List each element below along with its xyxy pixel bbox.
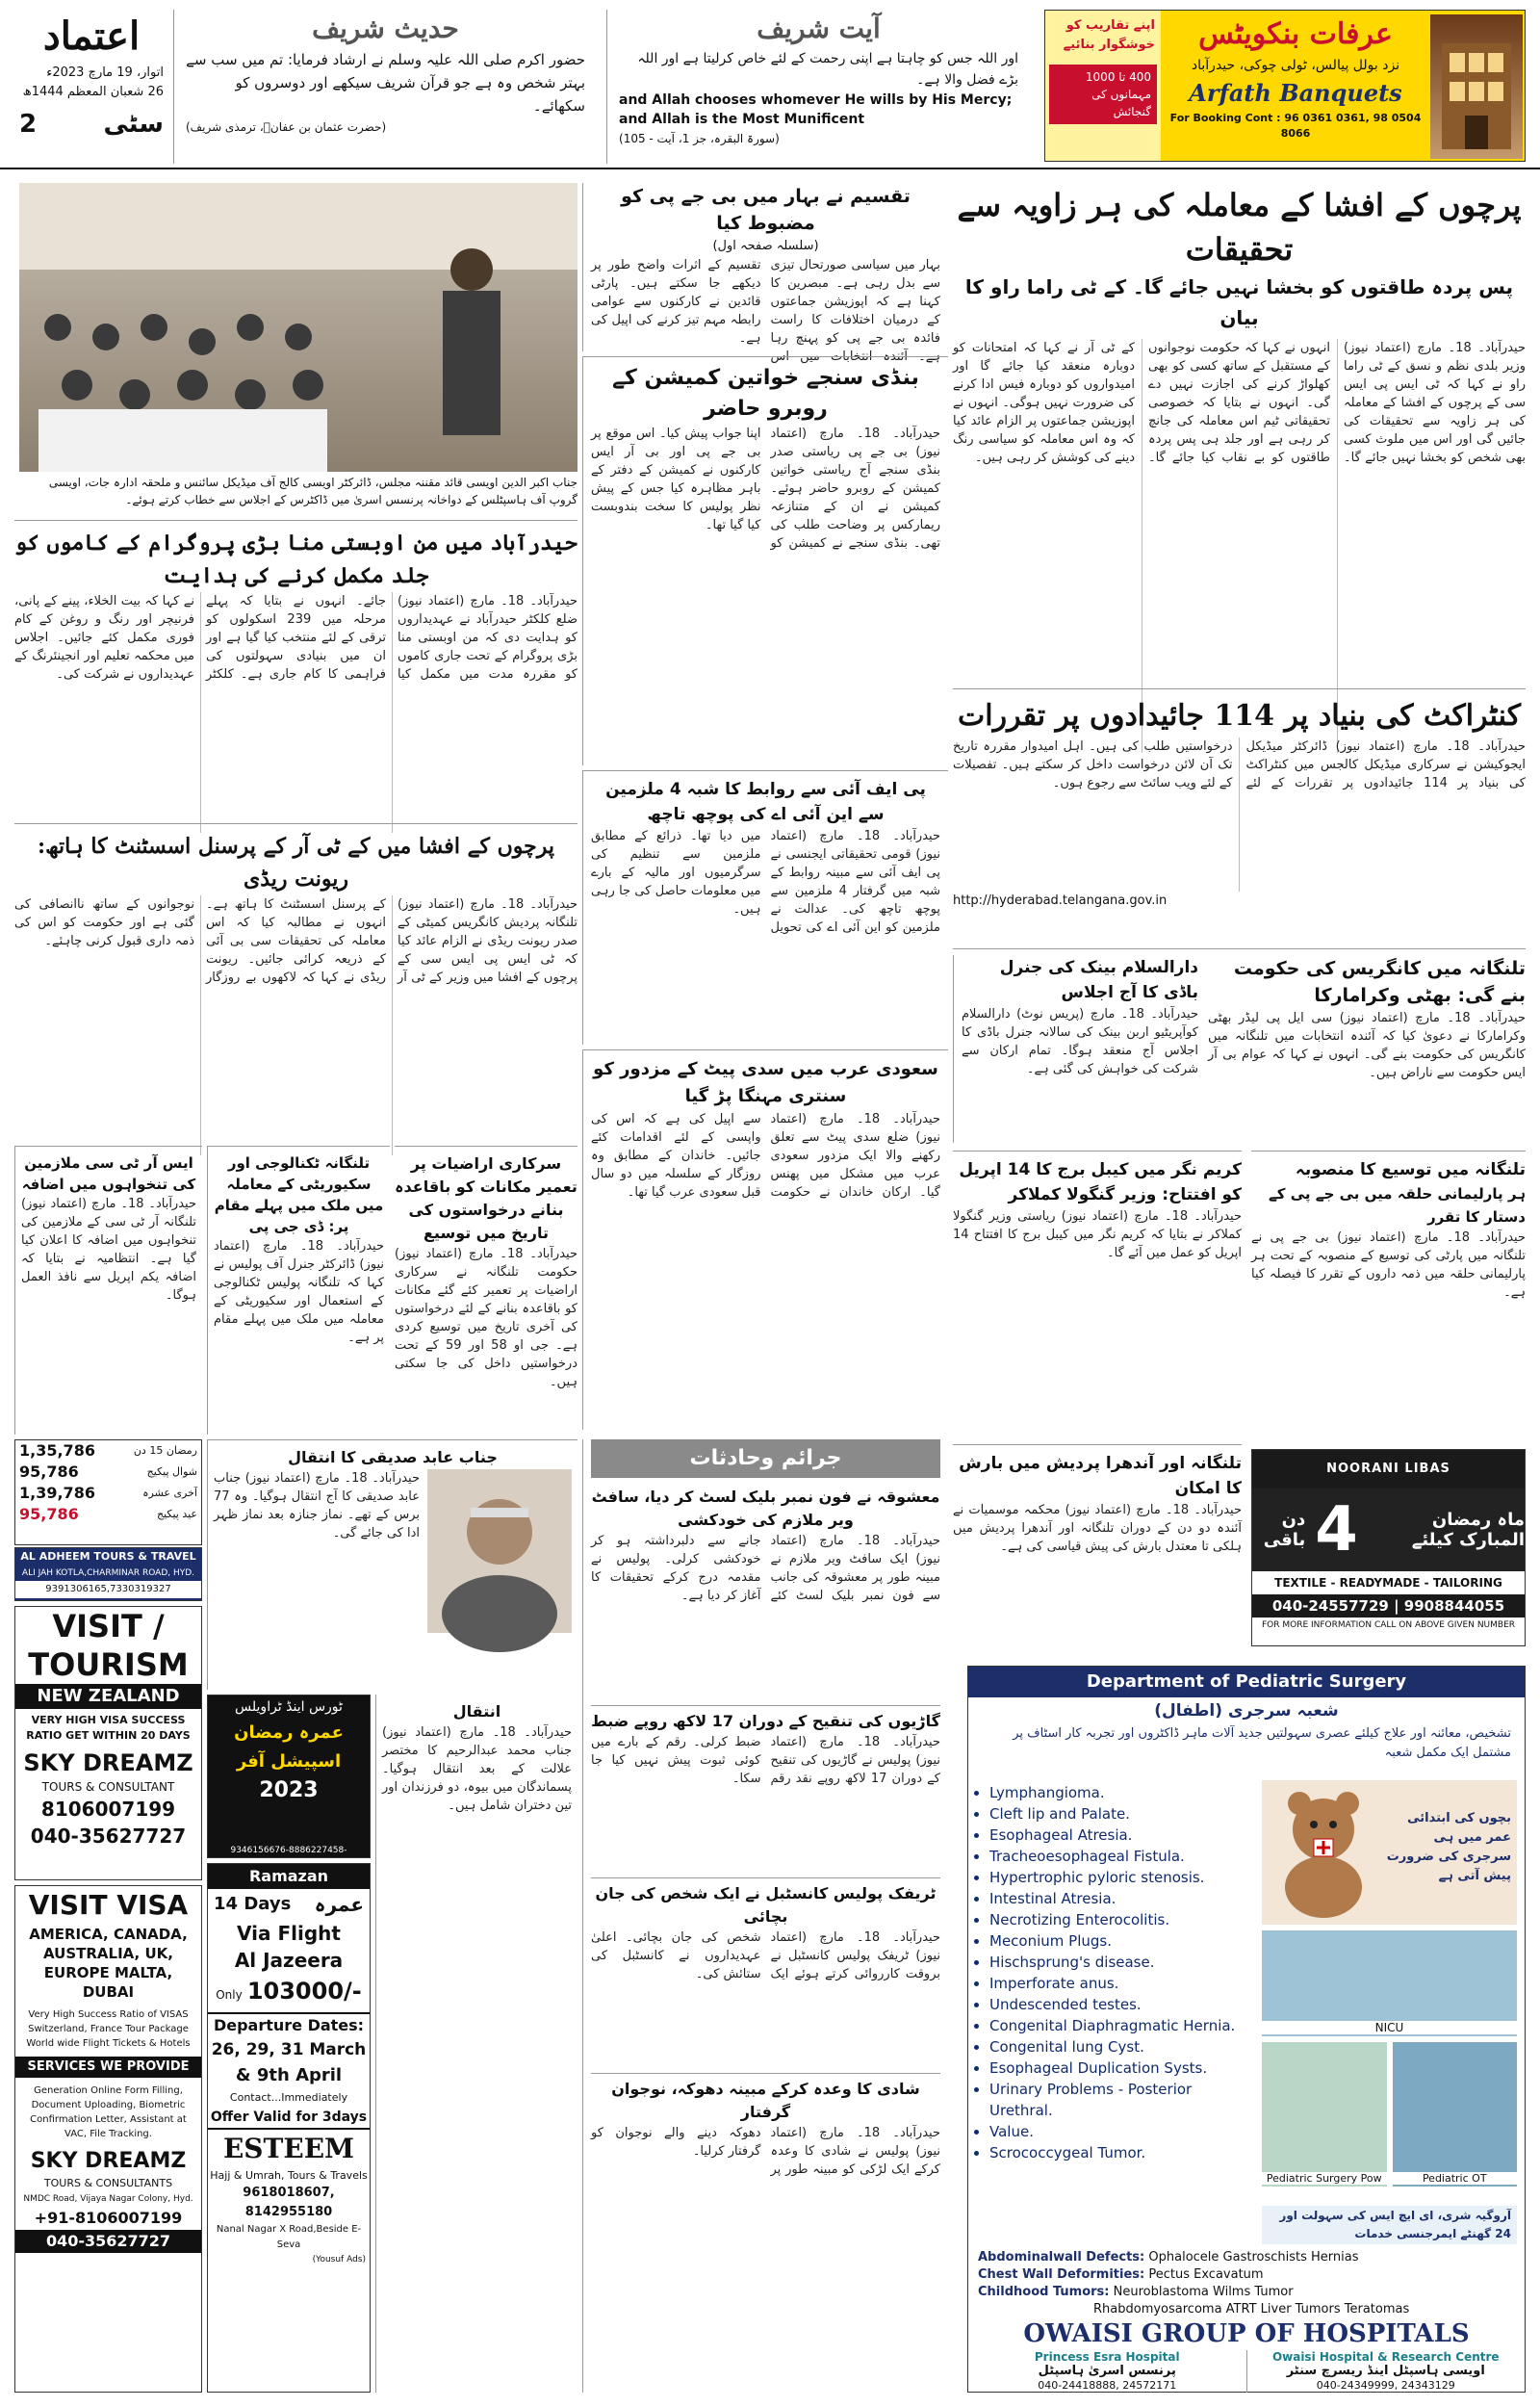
story-main-headline: پرچوں کے افشا کے معاملہ کی ہر زاویہ سے تحقیقات bbox=[957, 187, 1522, 268]
noorani-text1: ماہ رمضان المبارک کیلئے bbox=[1411, 1510, 1525, 1550]
nz-l6: TOURS & CONSULTANT bbox=[41, 1780, 175, 1794]
esteem-airline: Al Jazeera bbox=[234, 1949, 344, 1972]
rate-row-4 bbox=[15, 1504, 201, 1525]
branch-1-urdu: پرنسس اسریٰ ہاسپٹل bbox=[1038, 2364, 1176, 2378]
masthead bbox=[0, 0, 1540, 169]
visa-phone2: 040-35627727 bbox=[15, 2230, 201, 2253]
condition-item: • Cleft lip and Palate. bbox=[989, 1803, 1257, 1825]
ot-caption: Pediatric OT bbox=[1393, 2172, 1518, 2185]
crime-section-title: جرائم وحادثات bbox=[591, 1439, 940, 1478]
obituary-2 bbox=[375, 1695, 578, 2393]
rate-3-value: 1,39,786 bbox=[19, 1484, 95, 1502]
ad-esteem bbox=[207, 1863, 371, 2393]
condition-item: • Intestinal Atresia. bbox=[989, 1888, 1257, 1909]
child-list-2: Rhabdomyosarcoma ATRT Liver Tumors Teratomas bbox=[1093, 2302, 1410, 2316]
condition-item: • Value. bbox=[989, 2121, 1257, 2142]
umrah-year: 2023 bbox=[259, 1778, 319, 1802]
esteem-ramazan: Ramazan bbox=[208, 1864, 370, 1889]
esteem-via: Via Flight bbox=[237, 1922, 341, 1945]
hospital-conditions bbox=[968, 1782, 1257, 2206]
nz-l4: VERY HIGH VISA SUCCESS RATIO GET WITHIN 20 DAYS bbox=[26, 1714, 191, 1742]
hospital-branch-1 bbox=[968, 2350, 1247, 2393]
crime-s4-body: حیدرآباد۔ 18۔ مارچ (اعتماد نیوز) پولیس نے شادی کا وعدہ کرکے ایک لڑکی کو مبینہ طور پر دھوکہ دینے والے نوجوان کو گرفتار کرلیا۔ bbox=[591, 2126, 940, 2177]
obituary bbox=[207, 1439, 578, 1690]
rate-row-3 bbox=[15, 1483, 201, 1504]
masthead-logo-block bbox=[19, 10, 164, 164]
ad-hospital bbox=[967, 1666, 1526, 2393]
crime-s3-body: حیدرآباد۔ 18۔ مارچ (اعتماد نیوز) ٹریفک پولیس کانسٹبل نے بروقت کارروائی کرتے ہوئے ایک شخص کی جان بچائی۔ اعلیٰ عہدیداروں نے کانسٹبل کی ستائش کی۔ bbox=[591, 1930, 940, 1981]
teddy-bear-photo bbox=[1262, 1780, 1517, 1925]
crime-s3-headline: ٹریفک پولیس کانسٹبل نے ایک شخص کی جان بچائی bbox=[591, 1877, 940, 1928]
noorani-note: FOR MORE INFORMATION CALL ON ABOVE GIVEN NUMBER bbox=[1261, 1620, 1516, 1630]
story-telangana-body: حیدرآباد۔ 18۔ مارچ (اعتماد نیوز) بی جے پی نے تلنگانہ میں پارٹی کی توسیع کے منصوبہ کے تحت ہر پارلیمانی حلقہ میں ذمہ داروں کے تقرر کا فیصلہ کیا ہے۔ bbox=[1251, 1230, 1526, 1300]
story-women bbox=[582, 356, 948, 765]
story-telangana-headline: تلنگانہ میں توسیع کا منصوبہ bbox=[1295, 1160, 1526, 1179]
hospital-group-name: OWAISI GROUP OF HOSPITALS bbox=[1023, 2319, 1470, 2348]
obit-photo bbox=[427, 1469, 572, 1633]
story-cricket bbox=[953, 1151, 1242, 1439]
story-rtc-headline: ایس آر ٹی سی ملازمین کی تنخواہوں میں اضافہ bbox=[21, 1154, 196, 1193]
story-saudi bbox=[582, 1049, 948, 1430]
date-line-1: اتوار، 19 مارچ 2023ء bbox=[46, 65, 164, 80]
esteem-days: 14 Days bbox=[214, 1894, 292, 1914]
nz-l3: NEW ZEALAND bbox=[15, 1684, 201, 1709]
story-bihar-body: بہار میں سیاسی صورتحال تیزی سے بدل رہی ہے۔ مبصرین کا کہنا ہے کہ اپوزیشن جماعتوں کے درمیان اختلافات کا راست فائدہ بی جے پی کو پہنچ رہا ہے۔ آئندہ انتخابات میں اس تقسیم کے اثرات واضح طور پر دیکھے جا سکتے ہیں۔ پارٹی قائدین نے کارکنوں سے عوامی رابطہ مہم تیز کرنے کی اپیل کی ہے۔ bbox=[591, 258, 940, 364]
story-cricket-headline: کریم نگر میں کیبل برج کا 14 اپریل کو افتتاح: وزیر گنگولا کملاکر bbox=[959, 1160, 1242, 1204]
story-it bbox=[207, 1146, 390, 1435]
crime-s1-body: حیدرآباد۔ 18۔ مارچ (اعتماد نیوز) ایک سافٹ ویر ملازم نے مبینہ طور پر معشوقہ کی جانب سے فون نمبر بلیک لسٹ کئے جانے سے دلبرداشتہ ہو کر خودکشی کرلی۔ پولیس نے مقدمہ درج کرکے تحقیقات کا آغاز کر دیا ہے۔ bbox=[591, 1534, 940, 1603]
rate-1-value: 1,35,786 bbox=[19, 1441, 95, 1460]
rate-1-label: رمضان 15 دن bbox=[133, 1444, 197, 1457]
abd-list: Ophalocele Gastroschists Hernias bbox=[1148, 2250, 1359, 2265]
story-rtc-body: حیدرآباد۔ 18۔ مارچ (اعتماد نیوز) تلنگانہ آر ٹی سی کے ملازمین کی تنخواہوں میں اضافہ کا اعلان کیا گیا ہے۔ انتظامیہ نے بتایا کہ اضافہ یکم اپریل سے نافذ العمل ہوگا۔ bbox=[21, 1197, 196, 1303]
story-saudi-headline: سعودی عرب میں سدی پیٹ کے مزدور کو سنتری مہنگا پڑ گیا bbox=[593, 1059, 938, 1106]
story-main-subhead: پس پردہ طاقتوں کو بخشا نہیں جائے گا۔ کے ٹی راما راو کا بیان bbox=[964, 275, 1514, 329]
al-adheem-phone: 9391306165,7330319327 bbox=[15, 1581, 201, 1598]
branch-1-name: Princess Esra Hospital bbox=[1034, 2350, 1180, 2364]
story-bihar-cont: (سلسلہ صفحہ اول) bbox=[712, 239, 819, 253]
date-line-2: 26 شعبان المعظم 1444ھ bbox=[22, 85, 164, 99]
photo-caption: جناب اکبر الدین اویسی قائد مقننہ مجلس، ڈائرکٹر اویسی کالج آف میڈیکل سائنس و ملحقہ ادارہ جات، اویسی گروپ آف ہاسپٹلس کے دواخانہ پرنسس اسریٰ میں ڈاکٹرس کے اجلاس سے خطاب کرتے ہوئے۔ bbox=[48, 476, 578, 506]
hospital-dept-urdu: شعبہ سرجری (اطفال) bbox=[1154, 1701, 1339, 1721]
ad-umrah-offer bbox=[207, 1695, 371, 1858]
nicu-caption: NICU bbox=[1262, 2021, 1517, 2034]
esteem-price: 103000/- bbox=[246, 1978, 362, 2005]
noorani-days-count: 4 bbox=[1315, 1494, 1358, 1566]
health-scheme-text: آروگیہ شری، ای ایچ ایس کی سہولت اور 24 گھنٹے ایمرجنسی خدمات bbox=[1279, 2209, 1511, 2240]
hadith-title: حدیث شریف bbox=[312, 13, 459, 44]
branch-2-phone: 040-24349999, 24343129 bbox=[1316, 2379, 1455, 2392]
story-land-body: حیدرآباد۔ 18۔ مارچ (اعتماد نیوز) حکومت تلنگانہ نے سرکاری اراضیات پر تعمیر کئے گئے مکانات کو باقاعدہ بنانے کے لئے درخواستوں کی آخری تاریخ میں توسیع کردی ہے۔ جی او 58 اور 59 کے تحت درخواستیں داخل کی جا سکتی ہیں۔ bbox=[395, 1247, 578, 1389]
visa-l7: TOURS & CONSULTANTS bbox=[43, 2177, 173, 2189]
teddy-bear-icon bbox=[1266, 1786, 1381, 1921]
hospital-health-scheme bbox=[1262, 2206, 1517, 2244]
story-ktr-pa-body: حیدرآباد۔ 18۔ مارچ (اعتماد نیوز) تلنگانہ پردیش کانگریس کمیٹی کے صدر ریونت ریڈی نے الزام عائد کیا کہ ٹی ایس پی ایس سی کے پرچوں کے افشا میں وزیر کے ٹی آر کے پرسنل اسسٹنٹ کا ہاتھ ہے۔ انہوں نے مطالبہ کیا کہ اس معاملہ کی تحقیقات سی بی آئی کے ذریعہ کرائی جائیں۔ ریونت ریڈی نے کہا کہ لاکھوں بے روزگار نوجوانوں کے ساتھ ناانصافی کی گئی ہے اور حکومت کو اس کی ذمہ داری قبول کرنی چاہئے۔ bbox=[14, 897, 578, 985]
surgery-pow-caption: Pediatric Surgery Pow bbox=[1262, 2172, 1387, 2185]
esteem-valid: Offer Valid for 3days bbox=[210, 2109, 368, 2125]
rate-2-label: شوال پیکیج bbox=[146, 1465, 197, 1478]
nicu-photo bbox=[1262, 1930, 1517, 2036]
story-rtc bbox=[14, 1146, 202, 1435]
esteem-date2: & 9th April bbox=[235, 2065, 343, 2085]
esteem-dep-title: Departure Dates: bbox=[208, 2012, 370, 2037]
crime-section bbox=[582, 1439, 948, 2393]
building-icon bbox=[1430, 14, 1523, 159]
story-school bbox=[14, 520, 578, 818]
hospital-photos bbox=[1262, 1780, 1517, 2204]
visa-address: NMDC Road, Vijaya Nagar Colony, Hyd. bbox=[23, 2194, 193, 2204]
noorani-brand: NOORANI LIBAS bbox=[1326, 1462, 1450, 1476]
surgery-pow-photo bbox=[1262, 2042, 1387, 2187]
story-school-headline: حیدرآباد میں من اوبستی منا بڑی پروگرام کے کاموں کو جلد مکمل کرنے کی ہدایت bbox=[14, 531, 578, 588]
meeting-photo-icon bbox=[19, 183, 578, 472]
hadith-text: حضور اکرم صلی اللہ علیہ وسلم نے ارشاد فرمایا: تم میں سب سے بہتر شخص وہ ہے جو قرآن شریف سیکھے اور دوسروں کو سکھائے۔ bbox=[186, 51, 585, 115]
story-main-body: حیدرآباد۔ 18۔ مارچ (اعتماد نیوز) وزیر بلدی نظم و نسق کے ٹی راما راو نے کہا کہ ٹی ایس پی ایس سی کے پرچوں کے افشا کے معاملہ کی ہر زاویہ سے تحقیقات کی جائیں گی اور اس میں ملوث کسی بھی شخص کو بخشا نہیں جائے گا۔ انہوں نے کہا کہ حکومت نوجوانوں کے مستقبل کے ساتھ کسی کو بھی کھلواڑ کرنے کی اجازت نہیں دے گی۔ انہوں نے بتایا کہ خصوصی تحقیقاتی ٹیم اس معاملہ کی جانچ کر رہی ہے اور جلد ہی پس پردہ طاقتوں کو بے نقاب کیا جائے گا۔ کے ٹی آر نے کہا کہ امتحانات کو دوبارہ منعقد کیا جائے گا اور امیدواروں کو دوبارہ فیس ادا کرنے کی ضرورت نہیں ہوگی۔ انہوں نے اپوزیشن جماعتوں پر الزام عائد کیا کہ وہ اس معاملہ کو سیاسی رنگ دینے کی کوشش کر رہی ہیں۔ bbox=[953, 341, 1526, 465]
condition-item: • Lymphangioma. bbox=[989, 1782, 1257, 1803]
banquet-contact: For Booking Cont : 96 0361 0361, 98 0504 8066 bbox=[1169, 112, 1422, 140]
visa-l6: SKY DREAMZ bbox=[30, 2149, 187, 2173]
esteem-brand: ESTEEM bbox=[208, 2128, 370, 2168]
story-darussalam-body: حیدرآباد۔ 18۔ مارچ (پریس نوٹ) دارالسلام کوآپریٹیو اربن بینک کی سالانہ جنرل باڈی کا اجلاس آج منعقد ہوگا۔ تمام ارکان سے شرکت کی خواہش کی گئی ہے۔ bbox=[962, 1007, 1198, 1076]
story-darussalam bbox=[953, 955, 1198, 1143]
crime-s2-headline: گاڑیوں کی تنقیح کے دوران 17 لاکھ روپے ضبط bbox=[591, 1705, 940, 1733]
story-main bbox=[953, 183, 1526, 684]
ad-noorani-libas bbox=[1251, 1449, 1526, 1646]
noorani-text2: دن باقی bbox=[1263, 1510, 1306, 1550]
story-contract-url: http://hyderabad.telangana.gov.in bbox=[953, 893, 1168, 908]
story-bihar-headline: تقسیم نے بہار میں بی جے پی کو مضبوط کیا bbox=[621, 186, 911, 234]
rate-3-label: آخری عشرہ bbox=[142, 1487, 197, 1499]
rate-4-label: عید پیکیج bbox=[156, 1508, 197, 1520]
hospital-kids-text: بچوں کی ابتدائی عمر میں ہی سرجری کی ضرورت پیش آتی ہے bbox=[1386, 1811, 1511, 1883]
esteem-only: Only bbox=[216, 1988, 243, 2002]
nz-l5: SKY DREAMZ bbox=[23, 1749, 193, 1776]
story-rain bbox=[953, 1444, 1242, 1637]
ayat-urdu: اور اللہ جس کو چاہتا ہے اپنی رحمت کے لئے خاص کرلیتا ہے اور اللہ بڑے فضل والا ہے۔ bbox=[637, 51, 1018, 88]
obit-body: حیدرآباد۔ 18۔ مارچ (اعتماد نیوز) جناب عابد صدیقی کا آج انتقال ہوگیا۔ وہ 77 برس کے تھے۔ نماز جنازہ بعد نماز ظہر ادا کی جائے گی۔ bbox=[214, 1471, 420, 1540]
rate-row-1 bbox=[15, 1440, 201, 1462]
page-number: 2 bbox=[19, 110, 38, 139]
chest-list: Pectus Excavatum bbox=[1148, 2267, 1264, 2282]
story-it-body: حیدرآباد۔ 18۔ مارچ (اعتماد نیوز) ڈائرکٹر جنرل آف پولیس نے کہا کہ تلنگانہ پولیس ٹکنالوجی کے استعمال اور سکیوریٹی کے معاملہ میں ملک میں پہلے مقام پر ہے۔ bbox=[214, 1239, 385, 1345]
abd-label: Abdominalwall Defects: bbox=[978, 2250, 1145, 2265]
story-women-headline: بنڈی سنجے خواتین کمیشن کے روبرو حاضر bbox=[612, 366, 919, 421]
ad-tours-rates bbox=[14, 1439, 202, 1545]
hadith-box bbox=[173, 10, 597, 164]
portrait-icon bbox=[427, 1469, 572, 1633]
rate-2-value: 95,786 bbox=[19, 1462, 79, 1481]
branch-2-urdu: اویسی ہاسپٹل اینڈ ریسرچ سنٹر bbox=[1286, 2364, 1485, 2378]
surgery-photos bbox=[1262, 2042, 1517, 2187]
visa-l4: SERVICES WE PROVIDE bbox=[15, 2057, 201, 2078]
hospital-intro: تشخیص، معائنہ اور علاج کیلئے عصری سہولتیں جدید آلات ماہر ڈاکٹروں اور تجربہ کار اسٹاف پر مشتمل ایک مکمل شعبہ bbox=[1013, 1726, 1511, 1760]
noorani-services: TEXTILE - READYMADE - TAILORING bbox=[1274, 1576, 1502, 1590]
story-rain-body: حیدرآباد۔ 18۔ مارچ (اعتماد نیوز) محکمہ موسمیات نے آئندہ دو دن کے دوران تلنگانہ اور آندھرا پردیش میں ہلکی تا معتدل بارش کی پیش قیاسی کی ہے۔ bbox=[953, 1503, 1242, 1554]
story-telangana bbox=[1251, 1151, 1526, 1439]
visa-l5: Generation Online Form Filling, Document Uploading, Biometric Confirmation Letter, Assistant at VAC, File Tracking. bbox=[30, 2085, 187, 2139]
ayat-english: and Allah chooses whomever He wills by His Mercy; and Allah is the Most Munificent bbox=[619, 92, 1013, 127]
chest-label: Chest Wall Deformities: bbox=[978, 2267, 1145, 2282]
banquet-title: عرفات بنکویٹس bbox=[1198, 17, 1393, 51]
ot-photo bbox=[1393, 2042, 1518, 2187]
obit-content bbox=[214, 1469, 572, 1662]
story-ktr-pa-headline: پرچوں کے افشا میں کے ٹی آر کے پرسنل اسسٹنٹ کا ہاتھ: ریونت ریڈی bbox=[37, 834, 554, 892]
noorani-brand-bar bbox=[1252, 1450, 1525, 1488]
crime-s2-body: حیدرآباد۔ 18۔ مارچ (اعتماد نیوز) پولیس نے گاڑیوں کی تنقیح کے دوران 17 لاکھ روپے نقد رقم ضبط کرلی۔ رقم کے بارے میں کوئی ثبوت پیش نہیں کیا جا سکا۔ bbox=[591, 1735, 940, 1786]
hospital-defects bbox=[978, 2249, 1517, 2316]
story-congress bbox=[1208, 955, 1526, 1143]
news-photo bbox=[19, 183, 578, 472]
story-contract-headline: کنٹراکٹ کی بنیاد پر 114 جائیدادوں پر تقررات bbox=[958, 699, 1521, 733]
ayat-title: آیت شریف bbox=[757, 13, 881, 44]
story-congress-headline: تلنگانہ میں کانگریس کی حکومت بنے گی: بھٹی وکرامارکا bbox=[1233, 958, 1526, 1006]
story-pfi-headline: پی ایف آئی سے روابط کا شبہ 4 ملزمین سے این آئی اے کی پوچھ تاچھ bbox=[605, 780, 926, 824]
al-adheem-address: ALI JAH KOTLA,CHARMINAR ROAD, HYD. bbox=[21, 1568, 195, 1578]
condition-item: • Imperforate anus. bbox=[989, 1973, 1257, 1994]
obit2-headline: انتقال bbox=[452, 1702, 501, 1721]
ayat-ref: (سورۃ البقرہ، جز 1، آیت - 105) bbox=[619, 132, 780, 145]
crime-s1-headline: معشوقہ نے فون نمبر بلیک لسٹ کر دیا، سافٹ ویر ملازم کی خودکشی bbox=[591, 1488, 940, 1529]
story-rain-headline: تلنگانہ اور آندھرا پردیش میں بارش کا امکان bbox=[959, 1454, 1242, 1498]
story-contract-body: حیدرآباد۔ 18۔ مارچ (اعتماد نیوز) ڈائرکٹر میڈیکل ایجوکیشن نے سرکاری میڈیکل کالجس میں کنٹراکٹ کی بنیاد پر 114 جائیدادوں پر تقررات کے لئے درخواستیں طلب کی ہیں۔ اہل امیدوار مقررہ تاریخ تک آن لائن درخواست داخل کر سکتے ہیں۔ تفصیلات کے لئے ویب سائٹ سے رجوع ہوں۔ bbox=[953, 739, 1526, 790]
ad-visit-visa bbox=[14, 1885, 202, 2393]
masthead-logo: اعتماد bbox=[42, 13, 141, 59]
section-name: سٹی bbox=[103, 110, 164, 139]
esteem-days-row bbox=[208, 1889, 370, 1920]
umrah-top: ٹورس اینڈ ٹراویلس bbox=[235, 1699, 343, 1715]
esteem-phones: 9618018607, 8142955180 bbox=[243, 2186, 335, 2219]
nz-l1: VISIT / bbox=[52, 1608, 165, 1644]
story-telangana-subhead: ہر پارلیمانی حلقہ میں بی جے پی کے دستار کا تقرر bbox=[1269, 1185, 1526, 1226]
banquet-en-title: Arfath Banquets bbox=[1189, 79, 1402, 107]
crime-s4-headline: شادی کا وعدہ کرکے مبینہ دھوکہ، نوجوان گرفتار bbox=[591, 2073, 940, 2124]
hospital-group bbox=[968, 2319, 1525, 2348]
condition-item: • Esophageal Atresia. bbox=[989, 1825, 1257, 1846]
visa-l1: VISIT VISA bbox=[28, 1889, 189, 1921]
story-land-headline: سرکاری اراضیات پر تعمیر مکانات کو باقاعدہ بنانے درخواستوں کی تاریخ میں توسیع bbox=[395, 1154, 578, 1242]
branch-2-name: Owaisi Hospital & Research Centre bbox=[1271, 2350, 1500, 2364]
rate-4-value: 95,786 bbox=[19, 1505, 79, 1523]
banquet-note-panel bbox=[1045, 11, 1161, 161]
story-congress-row bbox=[953, 948, 1526, 1146]
condition-item: • Urinary Problems - Posterior Urethral. bbox=[989, 2079, 1257, 2121]
condition-item: • Tracheoesophageal Fistula. bbox=[989, 1846, 1257, 1867]
visa-l3: Very High Success Ratio of VISAS Switzerland, France Tour Package World wide Flight Tickets & Hotels bbox=[26, 2009, 191, 2049]
hospital-branches bbox=[968, 2350, 1525, 2393]
child-list-1: Neuroblastoma Wilms Tumor bbox=[1113, 2285, 1294, 2299]
story-cricket-body: حیدرآباد۔ 18۔ مارچ (اعتماد نیوز) ریاستی وزیر گنگولا کملاکر نے بتایا کہ کریم نگر میں کیبل برج کا افتتاح 14 اپریل کو عمل میں آئے گا۔ bbox=[953, 1209, 1242, 1260]
condition-item: • Hypertrophic pyloric stenosis. bbox=[989, 1867, 1257, 1888]
conditions-list bbox=[968, 1782, 1257, 2163]
banquet-address: نزد بولل پیالس، ٹولی چوکی، حیدرآباد bbox=[1191, 58, 1400, 73]
condition-item: • Hischsprung's disease. bbox=[989, 1952, 1257, 1973]
condition-item: • Necrotizing Enterocolitis. bbox=[989, 1909, 1257, 1930]
story-bihar bbox=[582, 183, 948, 364]
story-contract bbox=[953, 688, 1526, 944]
condition-item: • Meconium Plugs. bbox=[989, 1930, 1257, 1952]
condition-item: • Undescended testes. bbox=[989, 1994, 1257, 2015]
nz-l2: TOURISM bbox=[28, 1646, 189, 1683]
esteem-umrah: عمرہ bbox=[314, 1893, 364, 1916]
story-congress-body: حیدرآباد۔ 18۔ مارچ (اعتماد نیوز) سی ایل پی لیڈر بھٹی وکرامارکا نے دعویٰ کیا کہ آئندہ انتخابات میں تلنگانہ میں کانگریس کی حکومت بنے گی۔ انہوں نے کہا کہ عوام بی آر ایس حکومت سے ناراض ہیں۔ bbox=[1208, 1011, 1526, 1080]
story-ktr-pa bbox=[14, 823, 578, 1141]
story-pfi-body: حیدرآباد۔ 18۔ مارچ (اعتماد نیوز) قومی تحقیقاتی ایجنسی نے پی ایف آئی سے مبینہ روابط کے شبہ میں گرفتار 4 ملزمین سے پوچھ تاچھ کی۔ عدالت نے ملزمین کو این آئی اے کی تحویل میں دیا تھا۔ ذرائع کے مطابق ملزمین سے تنظیم کی سرگرمیوں اور مالیہ کے بارے میں معلومات حاصل کی جا رہی ہیں۔ bbox=[591, 829, 940, 935]
child-label: Childhood Tumors: bbox=[978, 2285, 1110, 2299]
noorani-phone: 040-24557729 | 9908844055 bbox=[1252, 1594, 1525, 1618]
hospital-dept: Department of Pediatric Surgery bbox=[968, 1667, 1525, 1697]
story-school-body: حیدرآباد۔ 18۔ مارچ (اعتماد نیوز) ضلع کلکٹر حیدرآباد نے عہدیداروں کو ہدایت دی کہ من اوبستی منا بڑی پروگرام کے تحت جاری کاموں کو مقررہ مدت میں مکمل کیا جائے۔ انہوں نے بتایا کہ پہلے مرحلہ میں 239 اسکولوں کو ترقی کے لئے منتخب کیا گیا ہے اور ان میں بنیادی سہولتوں کی فراہمی کا کام جاری ہے۔ کلکٹر نے کہا کہ بیت الخلاء، پینے کے پانی، فرنیچر اور رنگ و روغن کے کام فوری مکمل کئے جائیں۔ اجلاس میں محکمہ تعلیم اور انجینئرنگ کے عہدیداروں نے شرکت کی۔ bbox=[14, 594, 578, 682]
esteem-price-row bbox=[208, 1974, 370, 2012]
nz-phone2: 040-35627727 bbox=[30, 1825, 187, 1848]
condition-item: • Esophageal Duplication Systs. bbox=[989, 2058, 1257, 2079]
visa-phone1: +91-8106007199 bbox=[34, 2209, 183, 2227]
banquet-text bbox=[1166, 14, 1425, 159]
hospital-branch-2 bbox=[1247, 2350, 1526, 2393]
story-it-headline: تلنگانہ ٹکنالوجی اور سکیوریٹی کے معاملہ میں ملک میں پہلے مقام پر: ڈی جی پی bbox=[214, 1154, 384, 1235]
visa-l2: AMERICA, CANADA, AUSTRALIA, UK, EUROPE MALTA, DUBAI bbox=[29, 1926, 188, 2001]
esteem-brand-sub: Hajj & Umrah, Tours & Travels bbox=[210, 2169, 368, 2182]
ad-banquets bbox=[1044, 10, 1526, 162]
ayat-box bbox=[606, 10, 1030, 164]
story-saudi-body: حیدرآباد۔ 18۔ مارچ (اعتماد نیوز) ضلع سدی پیٹ سے تعلق رکھنے والا ایک مزدور سعودی عرب میں مشکل میں پھنس گیا۔ ارکان خاندان نے حکومت سے اپیل کی ہے کہ اس کی واپسی کے لئے اقدامات کئے جائیں۔ خاندان کے مطابق وہ روزگار کے سلسلہ میں دو سال قبل سعودی عرب گیا تھا۔ bbox=[591, 1112, 940, 1200]
esteem-contact: Contact...Immediately bbox=[229, 2091, 348, 2104]
story-pfi bbox=[582, 770, 948, 1045]
ad-al-adheem bbox=[14, 1547, 202, 1601]
esteem-dates: 26, 29, 31 March bbox=[211, 2040, 367, 2059]
obit-headline: جناب عابد صدیقی کا انتقال bbox=[288, 1448, 498, 1466]
umrah-phone: 9346156676-8886227458- bbox=[230, 1846, 347, 1855]
noorani-countdown bbox=[1252, 1488, 1525, 1571]
nz-phone1: 8106007199 bbox=[40, 1798, 176, 1821]
ad-visit-nz bbox=[14, 1606, 202, 1880]
umrah-offer: عمرہ رمضان اسپیشل آفر bbox=[234, 1722, 344, 1772]
photo-caption-box bbox=[19, 474, 578, 514]
banquet-note: اپنے تقاریب کو خوشگوار بنائیے bbox=[1063, 18, 1155, 52]
esteem-addr: Nanal Nagar X Road,Beside E-Seva bbox=[216, 2224, 362, 2250]
esteem-credit: (Yousuf Ads) bbox=[312, 2255, 366, 2265]
rate-row-2 bbox=[15, 1462, 201, 1483]
branch-1-phone: 040-24418888, 24572171 bbox=[1038, 2379, 1177, 2392]
hadith-ref: (حضرت عثمان بن عفانؓ، ترمذی شریف) bbox=[186, 120, 387, 134]
condition-item: • Congenital lung Cyst. bbox=[989, 2036, 1257, 2058]
condition-item: • Scrococcygeal Tumor. bbox=[989, 2142, 1257, 2163]
al-adheem-name: AL ADHEEM TOURS & TRAVEL bbox=[20, 1550, 196, 1563]
obit2-body: حیدرآباد۔ 18۔ مارچ (اعتماد نیوز) جناب محمد عبدالرحیم کا مختصر علالت کے بعد انتقال ہوگیا۔ پسماندگان میں بیوہ، دو فرزندان اور تین دختران شامل ہیں۔ bbox=[382, 1725, 572, 1813]
banquet-hall-photo bbox=[1430, 14, 1523, 159]
story-women-body: حیدرآباد۔ 18۔ مارچ (اعتماد نیوز) بی جے پی ریاستی صدر بنڈی سنجے آج ریاستی خواتین کمیشن کے روبرو حاضر ہوئے۔ کمیشن نے ان کے متنازعہ ریمارکس پر وضاحت طلب کی تھی۔ بنڈی سنجے نے کمیشن کو اپنا جواب پیش کیا۔ اس موقع پر بی جے پی اور بی آر ایس کارکنوں نے کمیشن کے دفتر کے باہر مظاہرہ کیا جس کے پیش نظر پولیس کا سخت بندوبست کیا گیا تھا۔ bbox=[591, 427, 940, 551]
banquet-offer: 400 تا 1000 مہمانوں کی گنجائش bbox=[1049, 65, 1157, 124]
condition-item: • Congenital Diaphragmatic Hernia. bbox=[989, 2015, 1257, 2036]
story-darussalam-headline: دارالسلام بینک کی جنرل باڈی کا آج اجلاس bbox=[999, 958, 1198, 1002]
